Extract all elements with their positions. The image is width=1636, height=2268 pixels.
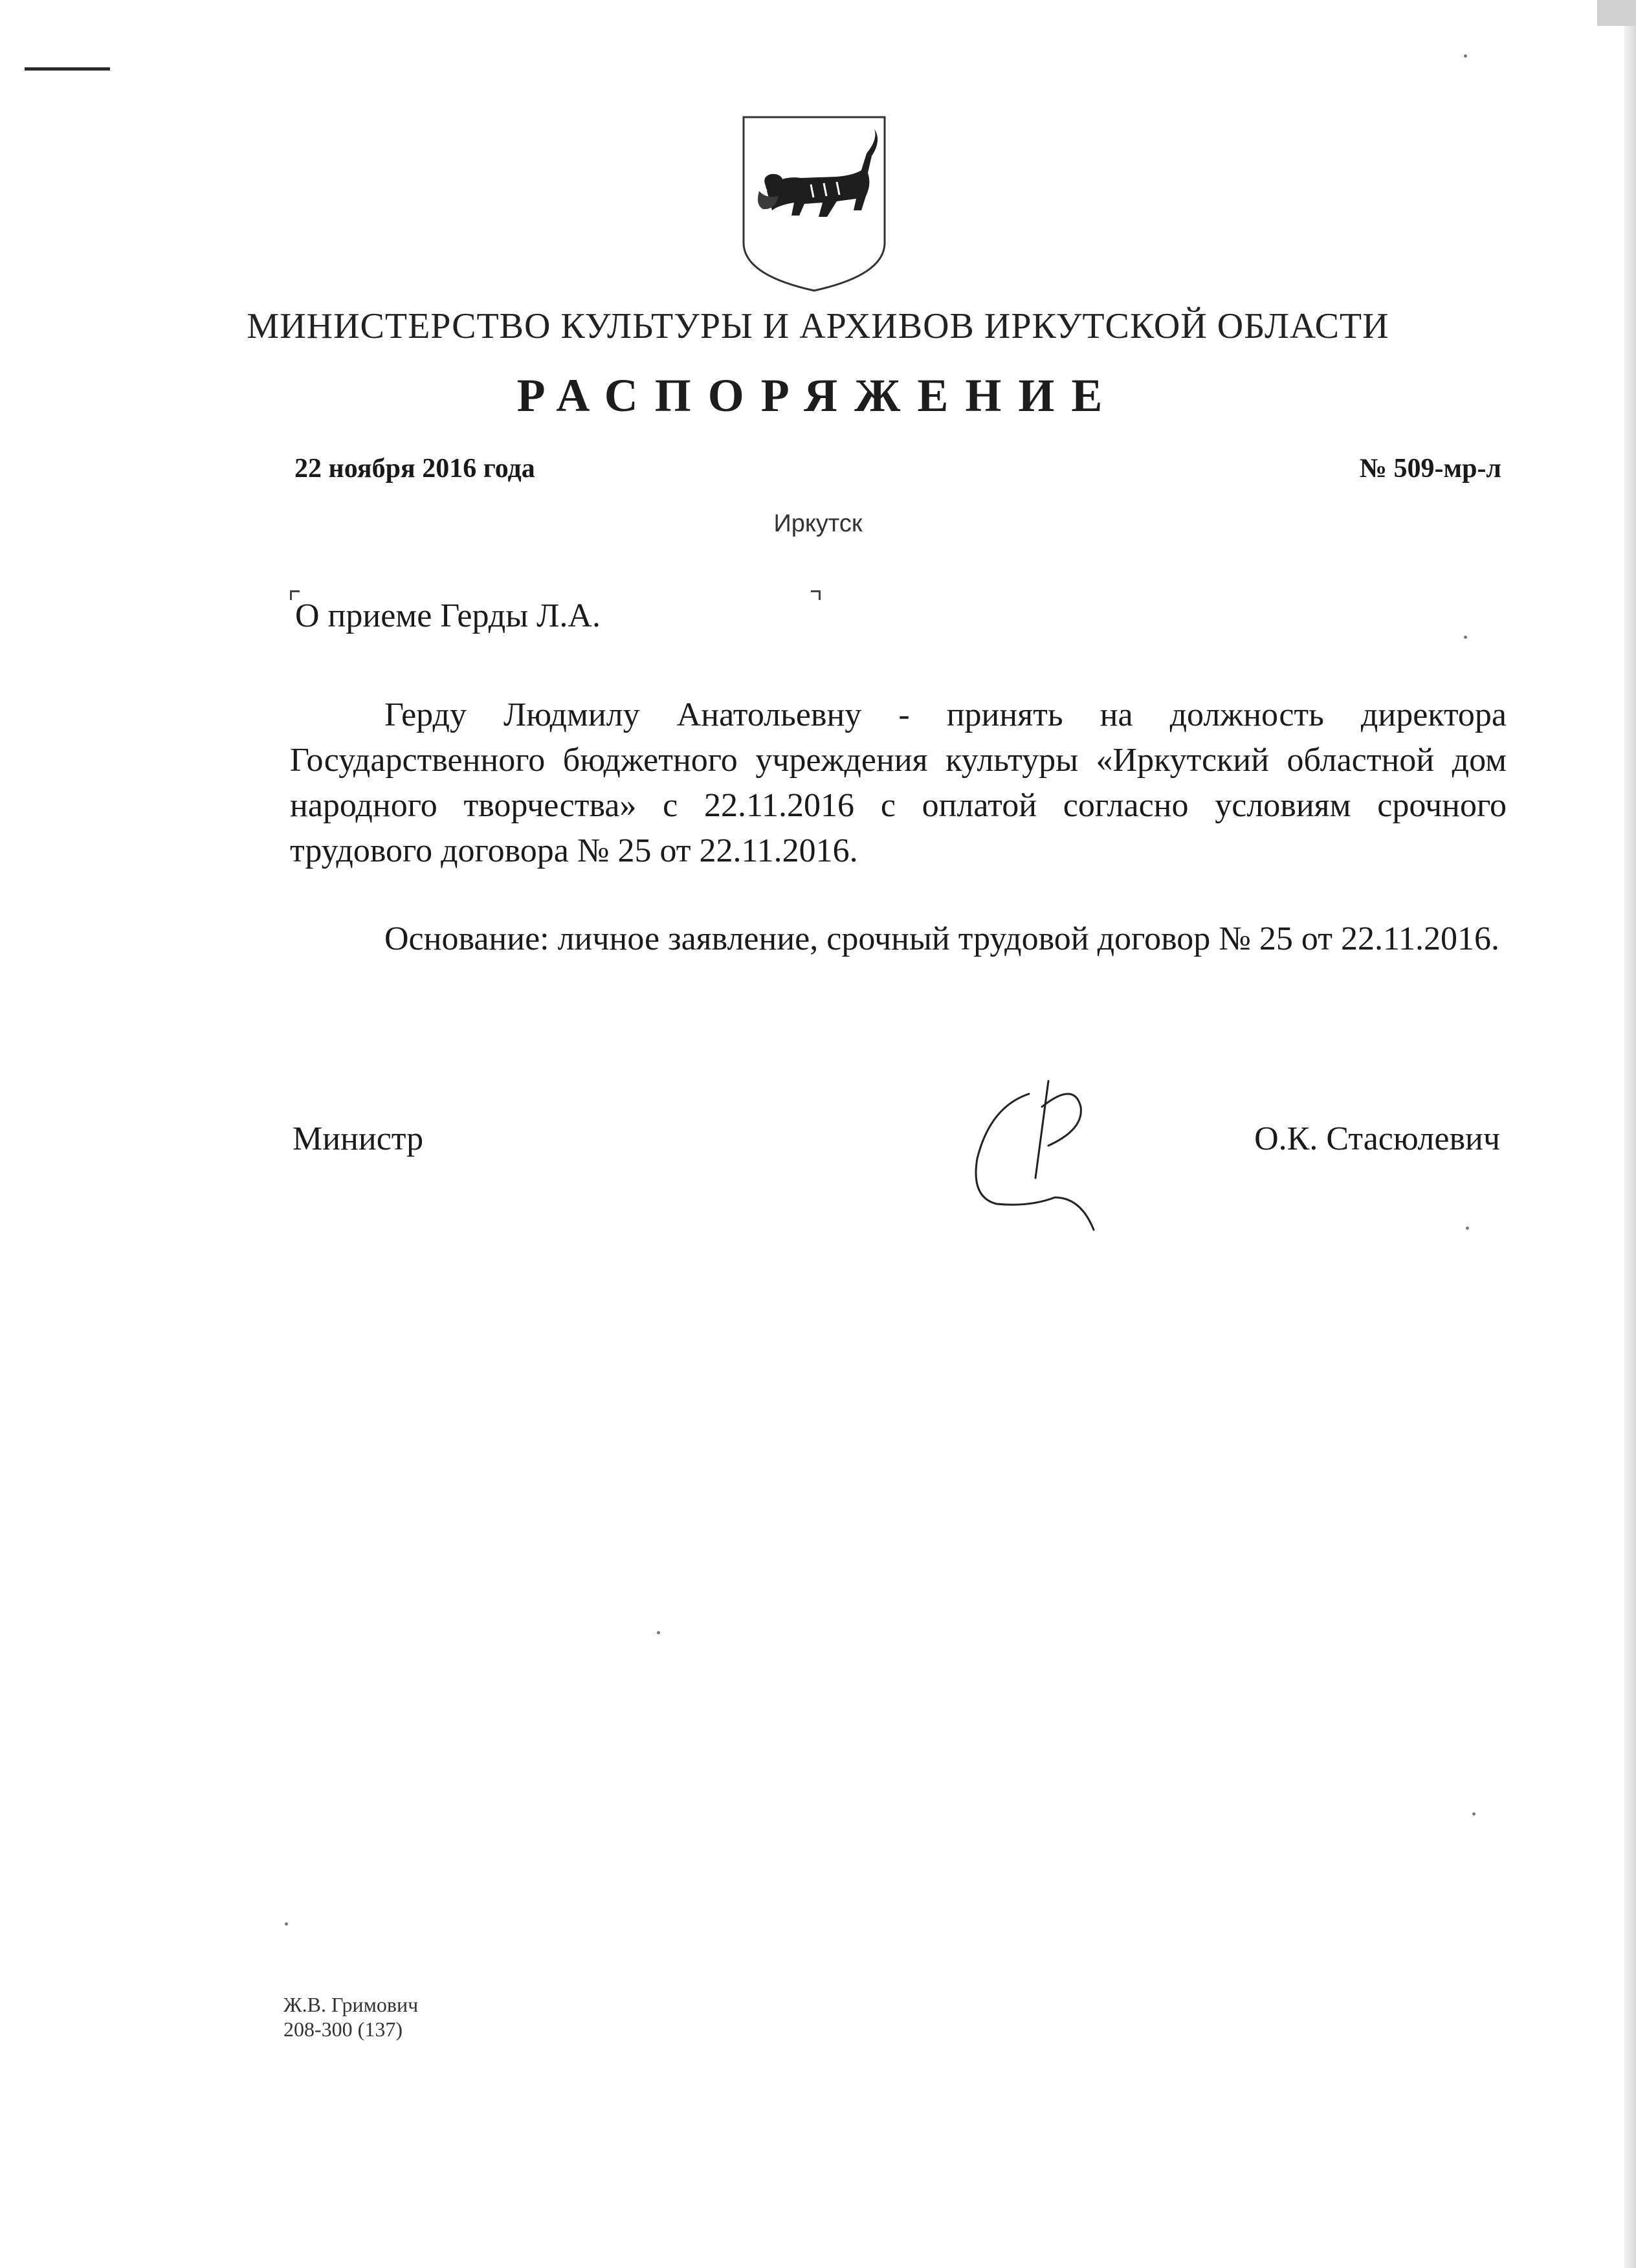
executor-name: Ж.В. Гримович — [283, 1993, 419, 2016]
executor-phone: 208-300 (137) — [283, 2018, 403, 2041]
scan-mark — [25, 67, 110, 71]
coat-of-arms-icon — [740, 113, 889, 295]
ministry-title: МИНИСТЕРСТВО КУЛЬТУРЫ И АРХИВОВ ИРКУТСКОЙ ОБЛАСТИ — [247, 306, 1389, 346]
scan-speck — [1464, 54, 1467, 58]
scan-speck — [285, 1922, 288, 1926]
document-date: 22 ноября 2016 года — [294, 454, 535, 484]
scan-corner-shadow — [1597, 0, 1636, 26]
document-type: РАСПОРЯЖЕНИЕ — [516, 370, 1120, 421]
scan-speck — [1466, 1227, 1469, 1230]
subject-block — [290, 590, 821, 649]
scan-speck — [1464, 636, 1467, 639]
executor-block — [283, 1992, 418, 2041]
subject-corner-right — [811, 590, 821, 600]
scan-speck — [1472, 1812, 1476, 1816]
signatory-title: Министр — [293, 1120, 424, 1157]
basis-paragraph: Основание: личное заявление, срочный трудовой договор № 25 от 22.11.2016. — [384, 920, 1500, 957]
document-number: № 509-мр-л — [1359, 454, 1501, 484]
document-subject: О приеме Герды Л.А. — [295, 597, 601, 634]
document-city: Иркутск — [773, 510, 863, 537]
body-paragraph: Герду Людмилу Анатольевну - принять на должность директора Государственного бюджетного учреждения культуры «Иркутский областной дом народного творчества» с 22.11.2016 с оплатой согласно условиям срочного трудового договора № 25 от 22.11.2016. — [290, 696, 1507, 869]
scan-speck — [657, 1631, 660, 1634]
handwritten-signature — [951, 1068, 1145, 1236]
signatory-name: О.К. Стасюлевич — [1254, 1120, 1500, 1157]
